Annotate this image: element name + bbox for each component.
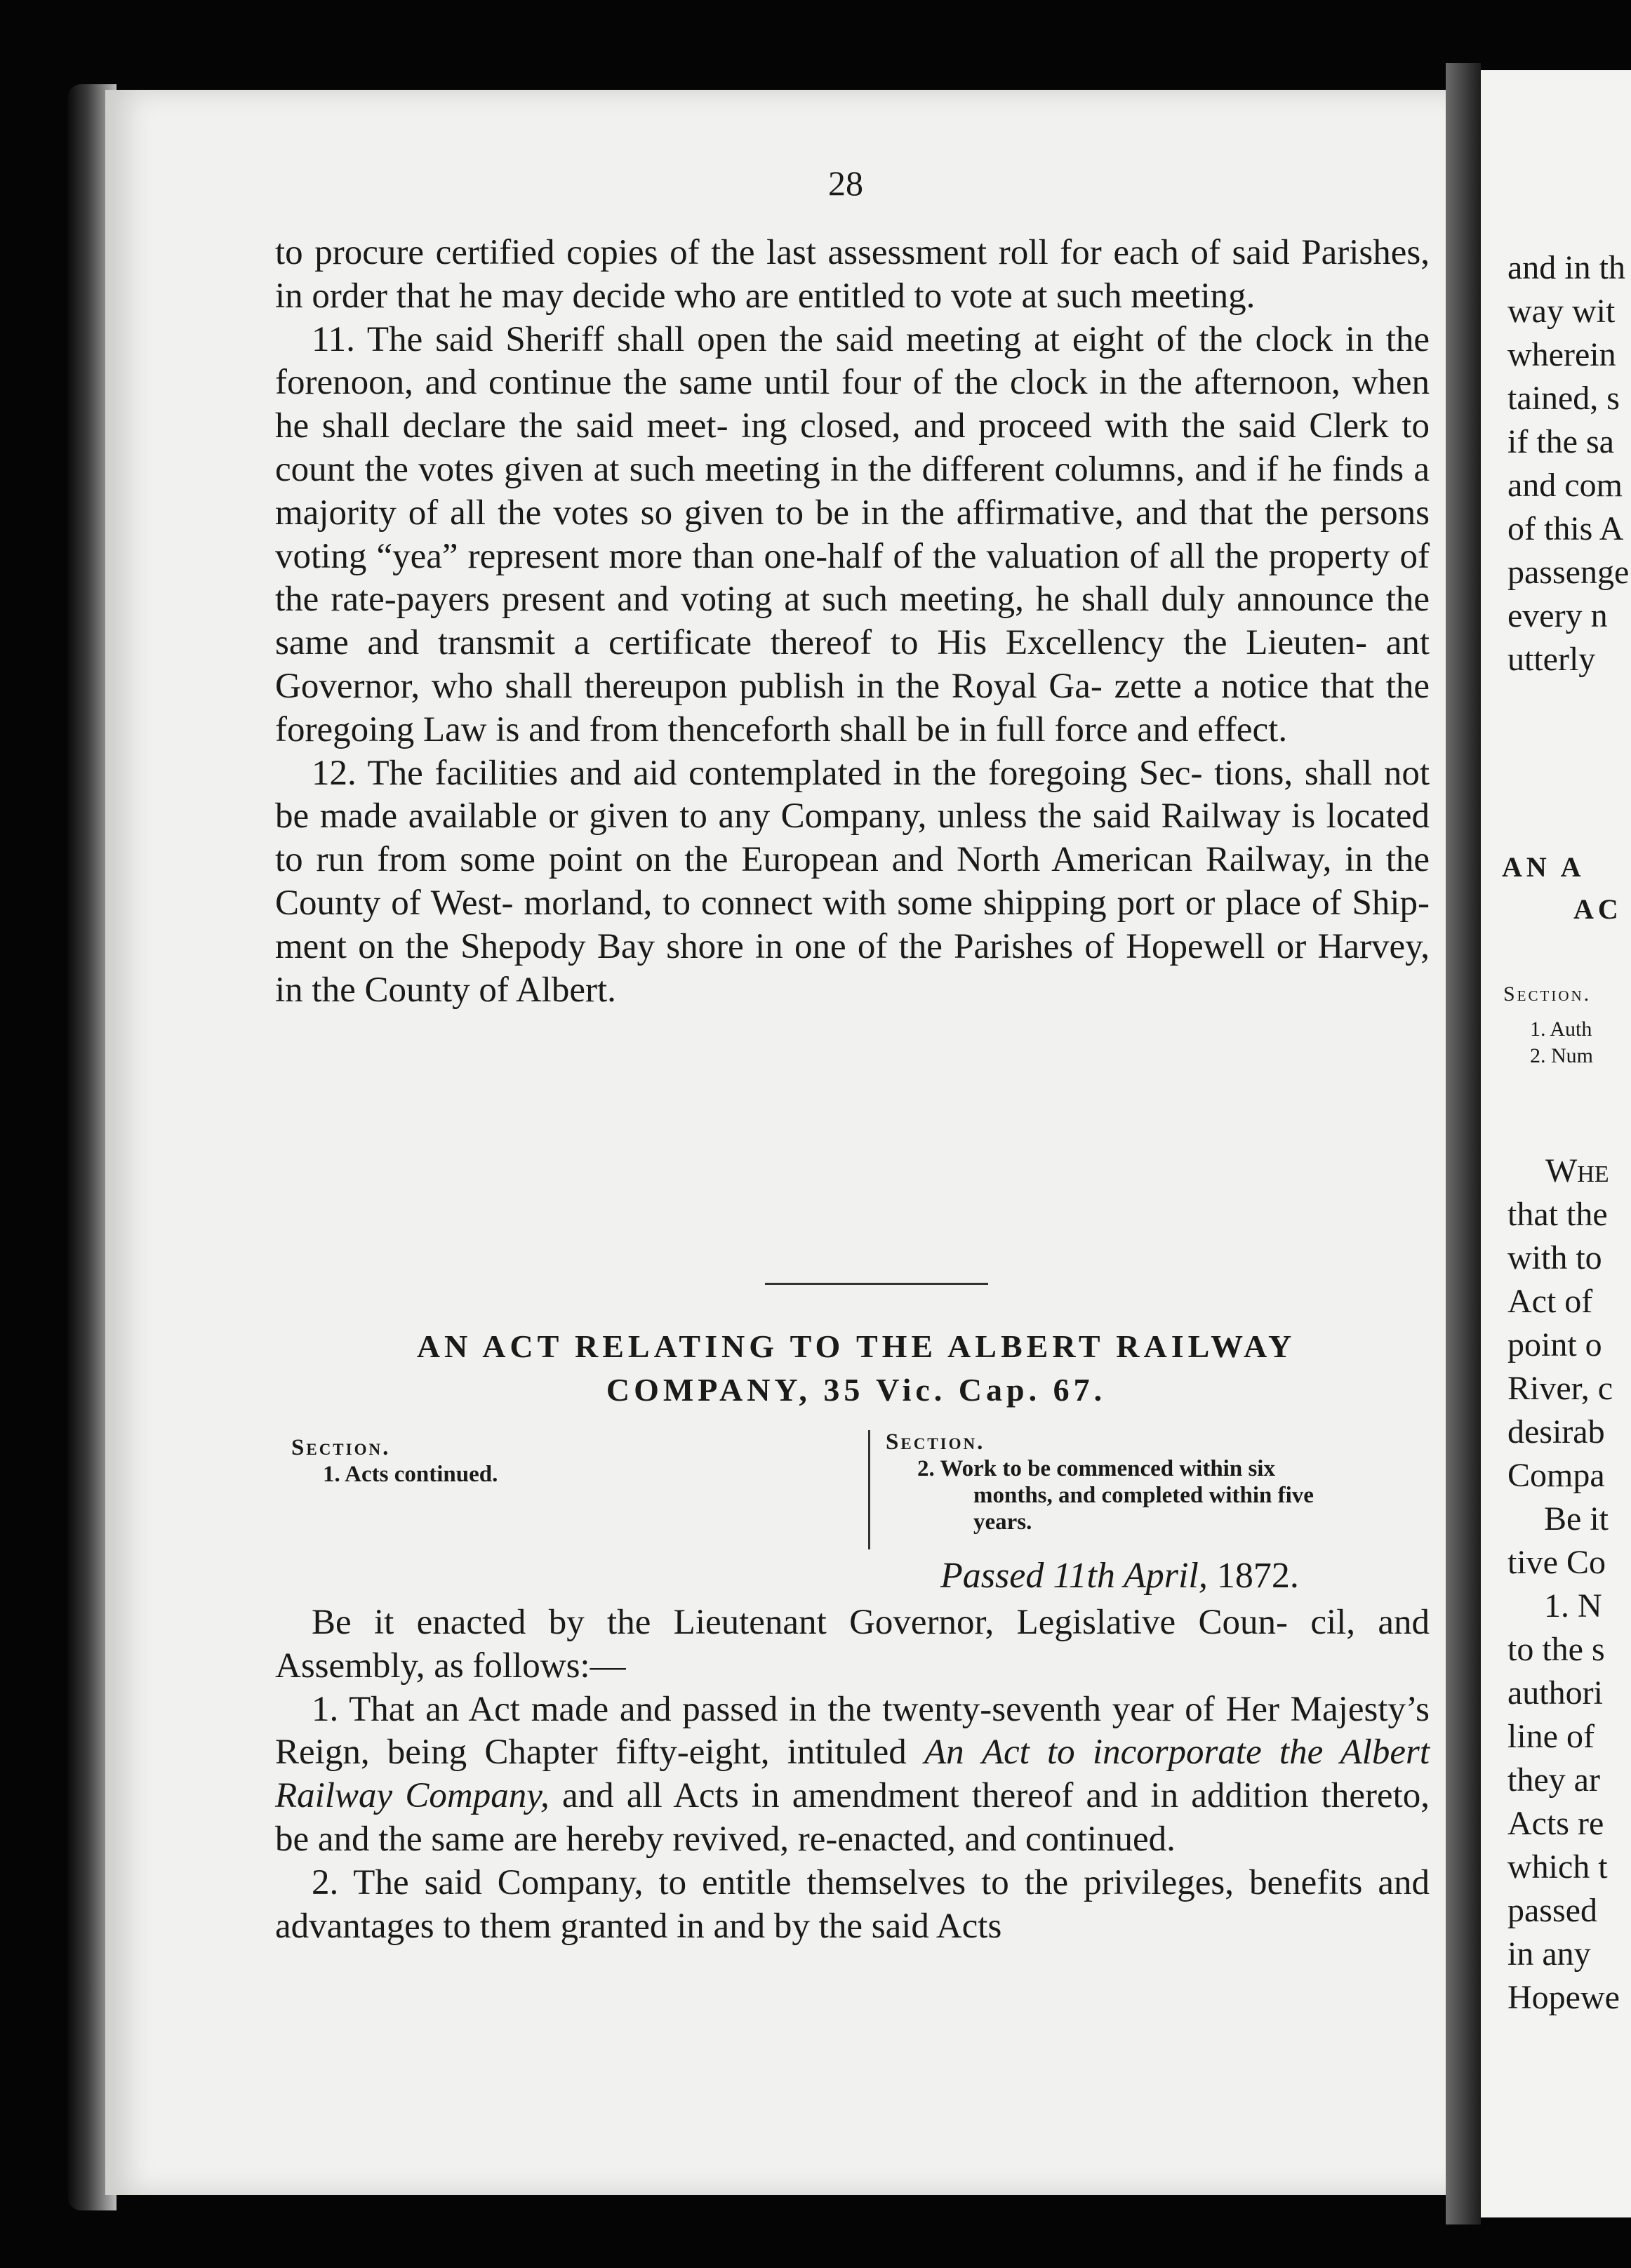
fragment-line: line of: [1507, 1718, 1595, 1755]
section-heading: Section.: [291, 1435, 391, 1460]
section-index-left: [291, 1434, 498, 1488]
text-line: that the persons voting “yea” represent more than one-half of: [275, 493, 1430, 576]
act-body-text: [275, 1601, 1430, 1948]
fragment-line: passenge: [1507, 554, 1630, 591]
fragment-line: Hopewe: [1507, 1979, 1620, 2016]
text-line: majority of all the votes so given to be in the affirmative, and: [275, 493, 1187, 533]
section-index-item: months, and completed within five: [973, 1483, 1314, 1508]
fragment-line: every n: [1507, 597, 1608, 634]
fragment-line: to the s: [1507, 1631, 1605, 1668]
fragment-line: they ar: [1507, 1761, 1600, 1799]
act-title-line: COMPANY, 35 Vic. Cap. 67.: [606, 1372, 1107, 1408]
fragment-line: Be it: [1544, 1500, 1609, 1537]
fragment-item: 1. Auth: [1530, 1018, 1592, 1041]
fragment-line: and com: [1507, 467, 1623, 504]
section-index-item: 2. Work to be commenced within six: [917, 1456, 1275, 1481]
page-number: 28: [828, 164, 863, 203]
fragment-line: Act of: [1507, 1283, 1593, 1320]
text-line: ment on the Shepody Bay shore in one of the Parishes of: [275, 926, 1114, 966]
adjacent-page-fragment: [1481, 70, 1631, 2217]
text-line: 11. The said Sheriff shall open the said meeting at eight of: [312, 319, 1187, 359]
text-line: and transmit a certificate thereof to His Excellency the Lieuten-: [367, 623, 1367, 663]
clause-2-paragraph: [275, 1862, 1430, 1949]
text-line: the clock in the forenoon, and continue the same until four of: [275, 319, 1430, 403]
text-line: said Parishes, in order that he may decide who are entitled to: [275, 233, 1430, 316]
fragment-line: in any: [1507, 1935, 1591, 1973]
fragment-heading: AN A: [1502, 851, 1585, 883]
book-gutter: [1446, 63, 1481, 2224]
fragment-line: Whe: [1545, 1152, 1609, 1189]
text-line: Be it enacted by the Lieutenant Governor, Legislative Coun-: [312, 1603, 1288, 1642]
fragment-line: utterly: [1507, 641, 1596, 678]
text-line: tions, shall not be made available or given to any Company,: [275, 753, 1430, 836]
section-index-item: years.: [973, 1509, 1032, 1535]
fragment-line: point o: [1507, 1326, 1602, 1363]
text-line: 2. The said Company, to entitle themselves to the privileges,: [312, 1862, 1234, 1902]
text-line: vote at such meeting.: [950, 276, 1256, 316]
passed-year: 1872.: [1216, 1556, 1299, 1596]
italic-text: An: [924, 1733, 964, 1773]
text-line: Hopewell or Harvey, in the County of Albert.: [275, 926, 1430, 1010]
section-heading: Section.: [886, 1429, 985, 1455]
fragment-line: tive Co: [1507, 1544, 1606, 1581]
fragment-section-head: Section.: [1503, 982, 1592, 1006]
text-line: shall be in full force and effect.: [839, 709, 1288, 749]
text-line: in amendment thereof and in addition thereto, be and the same: [275, 1776, 1430, 1859]
text-line: and voting at such meeting, he shall duly announce the same: [275, 580, 1430, 663]
fragment-line: and in th: [1507, 249, 1625, 286]
fragment-line: Compa: [1507, 1457, 1605, 1494]
clause-1-paragraph: [275, 1688, 1430, 1862]
text-line: morland, to connect with some shipping port or place of Ship-: [524, 883, 1430, 923]
text-line: 12. The facilities and aid contemplated in the foregoing Sec-: [312, 753, 1203, 793]
fragment-heading: AC: [1573, 893, 1623, 925]
fragment-line: that the: [1507, 1196, 1608, 1233]
text-line: and all Acts: [549, 1776, 739, 1816]
section-11-paragraph: [275, 319, 1430, 752]
section-divider-rule: [765, 1283, 988, 1285]
text-line: ant Governor, who shall thereupon publish in the Royal Ga-: [275, 623, 1430, 706]
italic-text: Act to incorporate the Albert Railway Company,: [275, 1733, 1430, 1816]
text-line: unless the said Railway is located to run from some point on the: [275, 796, 1430, 880]
fragment-line: if the sa: [1507, 423, 1614, 460]
fragment-line: desirab: [1507, 1413, 1605, 1450]
fragment-line: which t: [1507, 1848, 1608, 1886]
enacting-clause: [275, 1601, 1430, 1688]
text-line: ing closed, and proceed with the said Clerk to count the votes: [275, 406, 1430, 489]
fragment-item: 2. Num: [1530, 1044, 1593, 1067]
fragment-line: with to: [1507, 1239, 1602, 1276]
fragment-line: of this A: [1507, 510, 1624, 547]
text-line: 1. That an Act made and passed in the twenty-seventh year: [312, 1689, 1174, 1729]
text-line: of Her Majesty’s Reign, being Chapter fifty-eight, intituled: [275, 1689, 1430, 1773]
fragment-line: passed: [1507, 1892, 1597, 1929]
section-12-paragraph: [275, 752, 1430, 1013]
section-index-right: [886, 1429, 1314, 1535]
main-text-block: [275, 232, 1430, 1012]
text-line: given at such meeting in the different columns, and if he finds a: [504, 449, 1430, 489]
text-line: benefits and advantages to them granted in and by the said Acts: [275, 1862, 1430, 1946]
fragment-line: way wit: [1507, 293, 1616, 330]
fragment-line: authori: [1507, 1674, 1603, 1712]
text-line: are hereby revived, re-enacted, and continued.: [513, 1819, 1176, 1859]
fragment-line: tained, s: [1507, 380, 1620, 417]
passed-label: Passed 11th April,: [940, 1556, 1208, 1596]
text-line: zette a notice that the foregoing Law is and from thenceforth: [275, 666, 1430, 749]
fragment-line: wherein: [1507, 336, 1616, 373]
passed-date: [940, 1555, 1299, 1596]
text-line: European and North American Railway, in the County of West-: [275, 840, 1430, 923]
fragment-line: Acts re: [1507, 1805, 1604, 1842]
section-index-item: 1. Acts continued.: [323, 1462, 498, 1487]
fragment-line: 1. N: [1544, 1587, 1602, 1625]
act-title-line: AN ACT RELATING TO THE ALBERT RAILWAY: [416, 1328, 1296, 1364]
text-line: to procure certified copies of the last assessment roll for each of: [275, 233, 1220, 272]
text-line: the clock in the afternoon, when he shall declare the said meet-: [275, 363, 1430, 446]
fragment-line: River, c: [1507, 1370, 1613, 1407]
text-line: cil, and Assembly, as follows:—: [275, 1603, 1430, 1686]
act-title: [281, 1325, 1432, 1412]
column-divider: [868, 1430, 870, 1549]
top-paragraph: [275, 232, 1430, 319]
text-line: the valuation of all the property of the rate-payers present: [275, 536, 1430, 620]
